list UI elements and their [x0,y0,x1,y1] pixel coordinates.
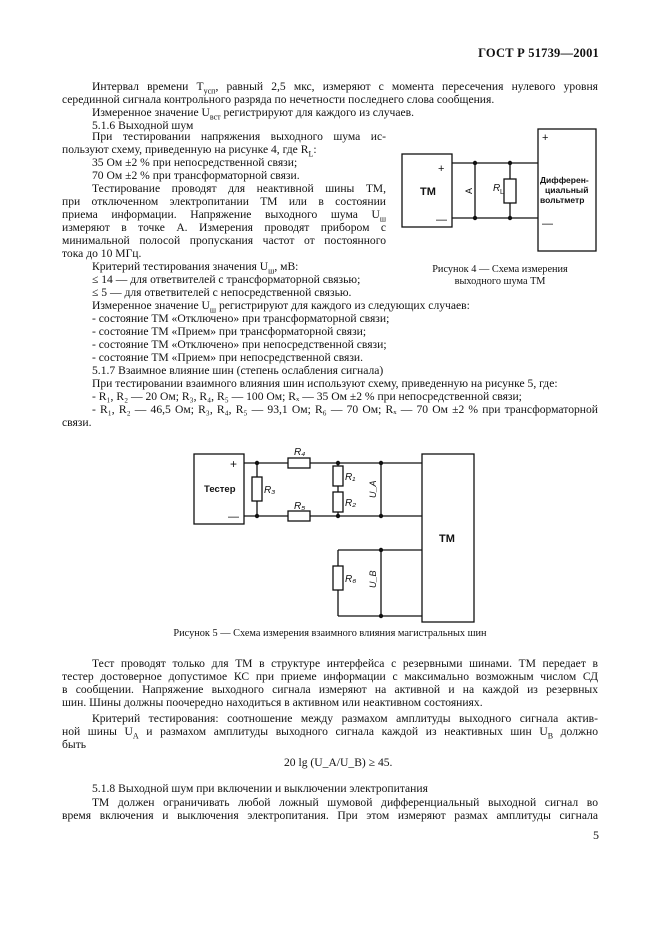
figure-4-caption: Рисунок 4 — Схема измерения выходного шума ТМ [432,264,568,287]
rl-label: R [493,183,501,194]
paragraph-line: измеряют в точке А. Измерения проводят прибором с [62,221,386,234]
section-heading: 5.1.8 Выходной шум при включении и выключении электропитания [92,782,428,795]
paragraph-line: в сообщении. Напряжение выходного сигнала измеряют на активной и на каждой из резервных [62,683,598,696]
paragraph-line: При тестировании напряжения выходного шума ис- [92,130,386,143]
plus-sign: + [438,163,445,175]
meter-label-3: вольтметр [540,195,585,205]
paragraph-line: ТМ должен ограничивать любой ложный шумовой дифференциальный выходной сигнал во [92,796,598,809]
r2-resistor [333,492,343,512]
paragraph-line: Тестирование проводят для неактивной шины ТМ, [92,182,386,195]
paragraph-line: время включения и выключения электропитания. При этом измеряют размах амплитуды сигнала [62,809,598,822]
ub-label: U_B [368,570,378,588]
rl-resistor [504,179,516,203]
list-item: - состояние ТМ «Отключено» при непосредственной связи; [92,338,387,351]
paragraph-line: ной шины $U_A$ и размахом амплитуды выходного сигнала каждой из неактивных шин $U_B$ должно [62,725,598,741]
r3-label: R₃ [264,485,276,496]
list-item: - R₁, R₂ — 46,5 Ом; R₃, R₄, R₅ — 93,1 Ом; R₆ — 70 Ом; Rₓ — 70 Ом ±2 % при трансформаторной [92,403,598,416]
paragraph-line: при отключенном электропитании ТМ или в состоянии [62,195,386,208]
section-heading: 5.1.7 Взаимное влияние шин (степень ослабления сигнала) [92,364,384,377]
r5-label: R₅ [294,501,306,512]
plus-sign: + [230,457,238,471]
r6-resistor [333,566,343,590]
paragraph-line: ≤ 5 — для ответвителей с непосредственной связью. [92,286,352,299]
list-item: - состояние ТМ «Прием» при трансформаторной связи; [92,325,367,338]
tm-label: ТМ [439,533,455,545]
paragraph-line: связи. [62,416,92,429]
paragraph-line: Критерий тестирования: соотношение между размахом амплитуды выходного сигнала актив- [92,712,598,725]
r1-resistor [333,466,343,486]
figure-5-diagram [190,446,480,626]
formula: 20 lg (U_A/U_B) ≥ 45. [284,756,393,769]
paragraph-line: 35 Ом ±2 % при непосредственной связи; [92,156,298,169]
figure-5-caption: Рисунок 5 — Схема измерения взаимного влияния магистральных шин [173,628,487,639]
r2-label: R₂ [345,498,357,509]
tm-label: ТМ [420,186,436,198]
r4-resistor [288,458,310,468]
meter-label-2: циальный [545,185,589,195]
r5-resistor [288,511,310,521]
r6-label: R₆ [345,574,357,585]
paragraph-line: минимальной полосой пропускания частот от постоянного [62,234,386,247]
paragraph-line: 70 Ом ±2 % при трансформаторной связи. [92,169,300,182]
r4-label: R₄ [294,447,306,458]
document-code: ГОСТ Р 51739—2001 [478,46,599,60]
paragraph-line: Измеренное значение $U_ш$ регистрируют для каждого из следующих случаев: [92,299,470,315]
paragraph-line: шин. Шины должны поочередно находиться в активном или неактивном состояниях. [62,696,483,709]
paragraph-line: ≤ 14 — для ответвителей с трансформаторной связью; [92,273,361,286]
minus-sign: — [542,218,553,230]
paragraph-line: приема информации. Напряжение выходного шума $U_ш$ [62,208,386,224]
paragraph-line: серединной сигнала контрольного разряда по нечетности последнего слова сообщения. [62,93,495,106]
paragraph-line: При тестировании взаимного влияния шин используют схему, приведенную на рисунке 5, где: [92,377,558,390]
paragraph-line: пользуют схему, приведенную на рисунке 4, где $R_L$: [62,143,317,159]
list-item: - R₁, R₂ — 20 Ом; R₃, R₄, R₅ — 100 Ом; Rₓ — 35 Ом ±2 % при непосредственной связи; [92,390,522,403]
tester-label: Тестер [204,484,236,495]
list-item: - состояние ТМ «Прием» при непосредственной связи. [92,351,364,364]
r1-label: R₁ [345,472,356,483]
meter-label-1: Дифферен- [540,175,589,185]
r3-resistor [252,477,262,501]
paragraph-line: Критерий тестирования значения $U_ш$, мВ: [92,260,299,276]
point-a-label: A [464,187,474,194]
minus-sign: — [228,511,239,523]
figure-4-diagram [398,127,598,253]
minus-sign: — [436,214,447,226]
paragraph-line: быть [62,738,87,751]
paragraph-line: Интервал времени $T_{уcп}$, равный 2,5 мкс, измеряют с момента пересечения нулевого уровня [92,80,598,96]
paragraph-line: Тест проводят только для ТМ в структуре интерфейса с резервными шинами. ТМ передает в [92,657,598,670]
plus-sign: + [542,132,549,144]
rl-sub-label: L [500,189,504,196]
paragraph-line: тока до 10 МГц. [62,247,142,260]
paragraph-line: тестер достоверное допустимое КС при приеме информации с максимально возможным числом СД [62,670,598,683]
page-number: 5 [593,828,599,842]
ua-label: U_A [368,480,378,498]
list-item: - состояние ТМ «Отключено» при трансформаторной связи; [92,312,390,325]
section-heading: 5.1.6 Выходной шум [92,119,194,132]
paragraph-line: Измеренное значение $U_{вст}$ регистрируют для каждого из случаев. [92,106,415,122]
